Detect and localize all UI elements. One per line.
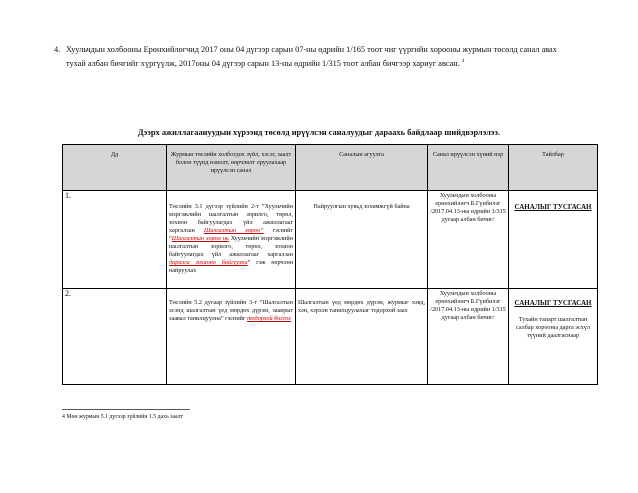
paragraph-text: Хуульчдын холбооны Ерөнхийлөгчид 2017 оны 04 дүгээр сарын 07-ны өдрийн 1/165 тоот чиг үүргийн хорооны журмын төсөлд санал авах тухай албан бичгийг хүргүүлж, 2017оны 04 дүгээр сарын 13-ны өдрийн 1/315 тоот албан бичгээр хариуг авсан. — [66, 45, 557, 68]
row-content: Шалгалтын үед мөрдөх дүрэм, журмыг хэвд, хэн, хэрхэн танилцуулахыг тодорхой заах — [296, 289, 428, 385]
header-submitter: Санал ирүүлсэн хүний нэр — [428, 145, 509, 191]
row-clause: Төслийн 3.1 дүгээр зүйлийн 2-т “Хуульчийн мэргэжлийн шалгалтын зорилго, төрөл, зохион байгуулагдах үйл ажиллагааг харгалзан Шалгалтын хороо” гэснийг “Шалгалтын хороо нь Хуульчийн мэргэжлийн шалгалтын зорилго, төрөл, зохион байгуулагдах үйл ажиллагааг харгалзан даралга зохионо байгуулна” гэж өөрчлөн найруулах — [167, 191, 296, 289]
row-note — [509, 191, 598, 289]
header-clause: Журмын төслийн холбогдох зүйл, хэсэг, заалт болон түүнд нэмэлт, өөрчлөлт оруулахаар ирүүлсэн санал — [167, 145, 296, 191]
highlighted-text: тодорхой болгох — [247, 315, 291, 322]
row-submitter: Хуульчдын холбооны ерөнхийлөгч Б.Гүнбилэг /2017.04.13-ны өдрийн 1/315 дугаар албан бичиг/ — [428, 289, 509, 385]
row-number: 1. — [63, 191, 167, 289]
table-row — [63, 289, 598, 385]
header-note: Тайлбар — [509, 145, 598, 191]
highlighted-text: Шалгалтын хороо нь — [171, 235, 229, 242]
proposals-table — [62, 144, 598, 385]
header-content: Саналын агуулга — [296, 145, 428, 191]
footnote: 4 Мөн журмын 5.1 дүгээр зүйлийн 1.5 дахь заалт — [62, 414, 184, 420]
table-header-row — [63, 145, 598, 191]
footnote-reference: 4 — [461, 59, 465, 64]
status-label: САНАЛЫГ ТУСГАСАН — [514, 299, 592, 307]
paragraph-4 — [54, 44, 578, 70]
row-submitter: Хуульчдын холбооны ерөнхийлөгч Б.Гүнбилэг /2017.04.13-ны өдрийн 1/315 дугаар албан бичиг/ — [428, 191, 509, 289]
paragraph-number: 4. — [54, 45, 61, 54]
note-text: Тухайн тапарт шалгалтын салбар хорооны дарга эсхүл түүний даалгаснаар — [516, 316, 590, 339]
row-note — [509, 289, 598, 385]
footnote-divider — [62, 409, 190, 410]
status-label: САНАЛЫГ ТУСГАСАН — [514, 203, 592, 211]
table-row — [63, 191, 598, 289]
header-number: Дд — [63, 145, 167, 191]
row-clause: Төслийн 5.2 дугаар зүйлийн 3-т “Шалгалтын эсэнд шалгалтын үед мөрдөх дүрэм, зааврыг заавал танилцуулна” гэснийг тодорхой болгох — [167, 289, 296, 385]
highlighted-text: даралга зохионо байгуулна — [169, 259, 248, 266]
section-heading: Дээрх ажиллагаануудын хүрээнд төсөлд ирүүлсэн саналуудыг дараахь байдлаар шийдвэрлэлээ. — [137, 128, 501, 137]
highlighted-text: Шалгалтын хороо” — [203, 227, 264, 234]
row-content: Найруулгын хувьд зохимжгүй байна — [296, 191, 428, 289]
row-number: 2. — [63, 289, 167, 385]
